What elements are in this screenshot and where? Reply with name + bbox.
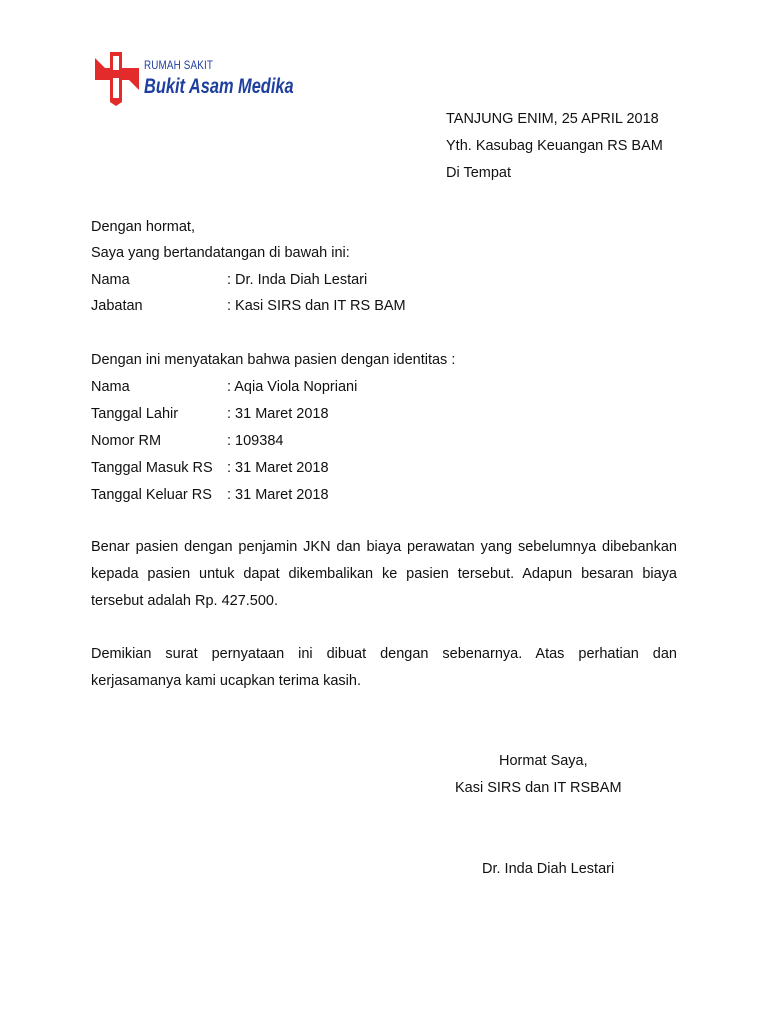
signature-name: Dr. Inda Diah Lestari — [482, 861, 615, 877]
field-value: : 31 Maret 2018 — [227, 406, 329, 422]
field-value: : 31 Maret 2018 — [227, 460, 329, 476]
field-value: : 109384 — [227, 433, 284, 449]
recipient-location: Di Tempat — [446, 165, 512, 181]
signature-salutation: Hormat Saya, — [499, 753, 588, 769]
statement-paragraph — [91, 534, 677, 615]
field-label: Tanggal Keluar RS — [91, 487, 212, 503]
signature-position: Kasi SIRS dan IT RSBAM — [455, 780, 622, 796]
field-label: Jabatan — [91, 298, 143, 314]
patient-intro: Dengan ini menyatakan bahwa pasien dengan identitas : — [91, 352, 456, 368]
field-label: Nomor RM — [91, 433, 162, 449]
field-value: : Aqia Viola Nopriani — [227, 379, 358, 395]
logo-text-hospital-name: Bukit Asam Medika — [144, 75, 294, 98]
field-label: Nama — [91, 379, 130, 395]
field-value: : Kasi SIRS dan IT RS BAM — [227, 298, 406, 314]
paragraph-line: tersebut adalah Rp. 427.500. — [91, 593, 279, 609]
paragraph-line: Benar pasien dengan penjamin JKN dan biaya perawatan yang sebelumnya dibebankan — [91, 539, 677, 555]
paragraph-line: kepada pasien untuk dapat dikembalikan ke pasien tersebut. Adapun besaran biaya — [91, 566, 677, 582]
field-label: Nama — [91, 272, 130, 288]
field-value: : 31 Maret 2018 — [227, 487, 329, 503]
field-value: : Dr. Inda Diah Lestari — [227, 272, 368, 288]
paragraph-line: Demikian surat pernyataan ini dibuat dengan sebenarnya. Atas perhatian dan — [91, 646, 677, 662]
field-label: Tanggal Lahir — [91, 406, 179, 422]
paragraph-line: kerjasamanya kami ucapkan terima kasih. — [91, 673, 361, 689]
logo-text-rumah-sakit: RUMAH SAKIT — [144, 58, 214, 72]
field-label: Tanggal Masuk RS — [91, 460, 213, 476]
recipient: Yth. Kasubag Keuangan RS BAM — [446, 138, 663, 154]
place-date: TANJUNG ENIM, 25 APRIL 2018 — [446, 111, 659, 127]
closing-paragraph — [91, 641, 677, 695]
medical-cross-icon — [93, 48, 143, 106]
intro-text: Saya yang bertandatangan di bawah ini: — [91, 245, 350, 261]
greeting: Dengan hormat, — [91, 219, 195, 235]
hospital-logo — [93, 48, 294, 108]
